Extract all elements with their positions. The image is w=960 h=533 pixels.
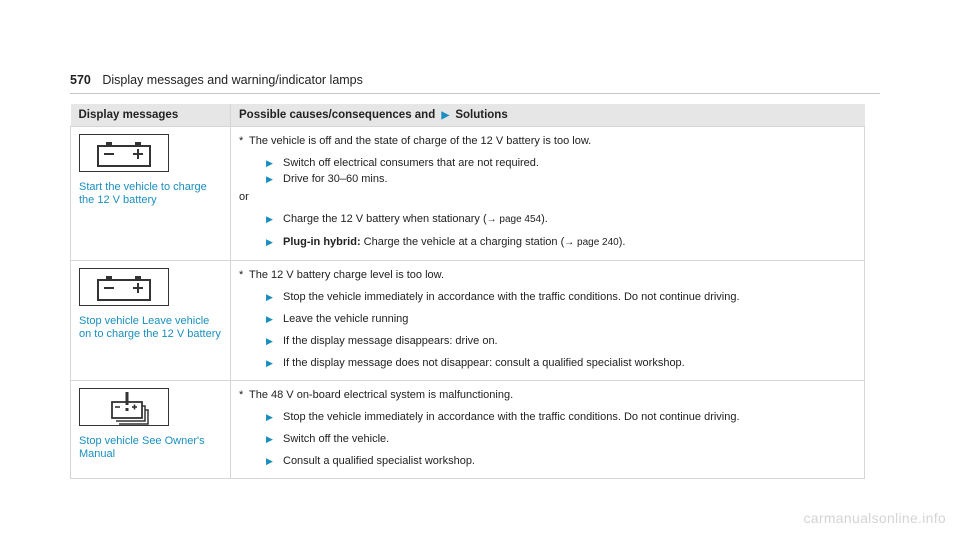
cause-star: * — [239, 135, 244, 147]
solution-step: ▶ If the display message disappears: drive on. — [266, 335, 498, 347]
page-reference-link[interactable]: → page 240 — [564, 237, 619, 248]
step-arrow-icon: ▶ — [266, 292, 273, 302]
solution-step: ▶ Plug-in hybrid: Charge the vehicle at a charging station (→ page 240). — [266, 236, 626, 248]
display-message-label: Start the vehicle to charge the 12 V battery — [79, 181, 207, 206]
display-messages-table — [70, 104, 865, 479]
step-arrow-icon: ▶ — [266, 174, 273, 184]
48v-battery-warning-icon — [79, 388, 169, 426]
watermark: carmanualsonline.info — [803, 510, 946, 526]
solution-step: ▶ Consult a qualified specialist workshop. — [266, 455, 475, 467]
col-header-solutions: Solutions — [455, 109, 508, 121]
table-row — [71, 127, 865, 261]
step-arrow-icon: ▶ — [266, 358, 273, 368]
cause-solution-cell — [231, 261, 865, 381]
battery-icon — [79, 268, 169, 306]
or-text: or — [239, 191, 249, 203]
cause-text: * The 12 V battery charge level is too low. — [239, 269, 445, 281]
cause-text: * The vehicle is off and the state of charge of the 12 V battery is too low. — [239, 135, 592, 147]
message-cell — [71, 127, 231, 261]
solution-step: ▶ Stop the vehicle immediately in accordance with the traffic conditions. Do not continue driving. — [266, 291, 740, 303]
page-header — [70, 73, 880, 94]
step-arrow-icon: ▶ — [266, 314, 273, 324]
battery-icon — [79, 134, 169, 172]
solution-step: ▶ Charge the 12 V battery when stationary (→ page 454). — [266, 213, 548, 225]
step-arrow-icon: ▶ — [266, 214, 273, 224]
message-cell — [71, 381, 231, 479]
step-arrow-icon: ▶ — [266, 456, 273, 466]
cause-star: * — [239, 389, 244, 401]
cause-star: * — [239, 269, 244, 281]
step-arrow-icon: ▶ — [266, 158, 273, 168]
solution-step: ▶ Leave the vehicle running — [266, 313, 409, 325]
table-header-row — [71, 104, 865, 127]
step-arrow-icon: ▶ — [266, 412, 273, 422]
page-number: 570 — [70, 73, 91, 87]
page-title: Display messages and warning/indicator lamps — [102, 73, 363, 87]
step-arrow-icon: ▶ — [266, 237, 273, 247]
step-arrow-icon: ▶ — [266, 434, 273, 444]
page-reference-link[interactable]: → page 454 — [486, 214, 542, 225]
col-header-causes: Possible causes/consequences and — [239, 109, 436, 121]
solution-step: ▶ Drive for 30–60 mins. — [266, 173, 388, 185]
col-header-display-messages: Display messages — [71, 104, 231, 127]
cause-solution-cell — [231, 127, 865, 261]
solution-step: ▶ Switch off electrical consumers that are not required. — [266, 157, 539, 169]
solution-step: ▶ Switch off the vehicle. — [266, 433, 390, 445]
message-cell — [71, 261, 231, 381]
display-message-label: Stop vehicle Leave vehicle on to charge the 12 V battery — [79, 315, 221, 340]
cause-solution-cell — [231, 381, 865, 479]
solution-arrow-icon: ▶ — [441, 110, 450, 121]
cause-text: * The 48 V on-board electrical system is malfunctioning. — [239, 389, 514, 401]
table-row — [71, 261, 865, 381]
table-row — [71, 381, 865, 479]
solution-step: ▶ Stop the vehicle immediately in accordance with the traffic conditions. Do not continue driving. — [266, 411, 740, 423]
col-header-causes-solutions — [231, 104, 865, 127]
display-message-label: Stop vehicle See Owner's Manual — [79, 435, 205, 460]
step-arrow-icon: ▶ — [266, 336, 273, 346]
solution-step: ▶ If the display message does not disappear: consult a qualified specialist workshop. — [266, 357, 685, 369]
